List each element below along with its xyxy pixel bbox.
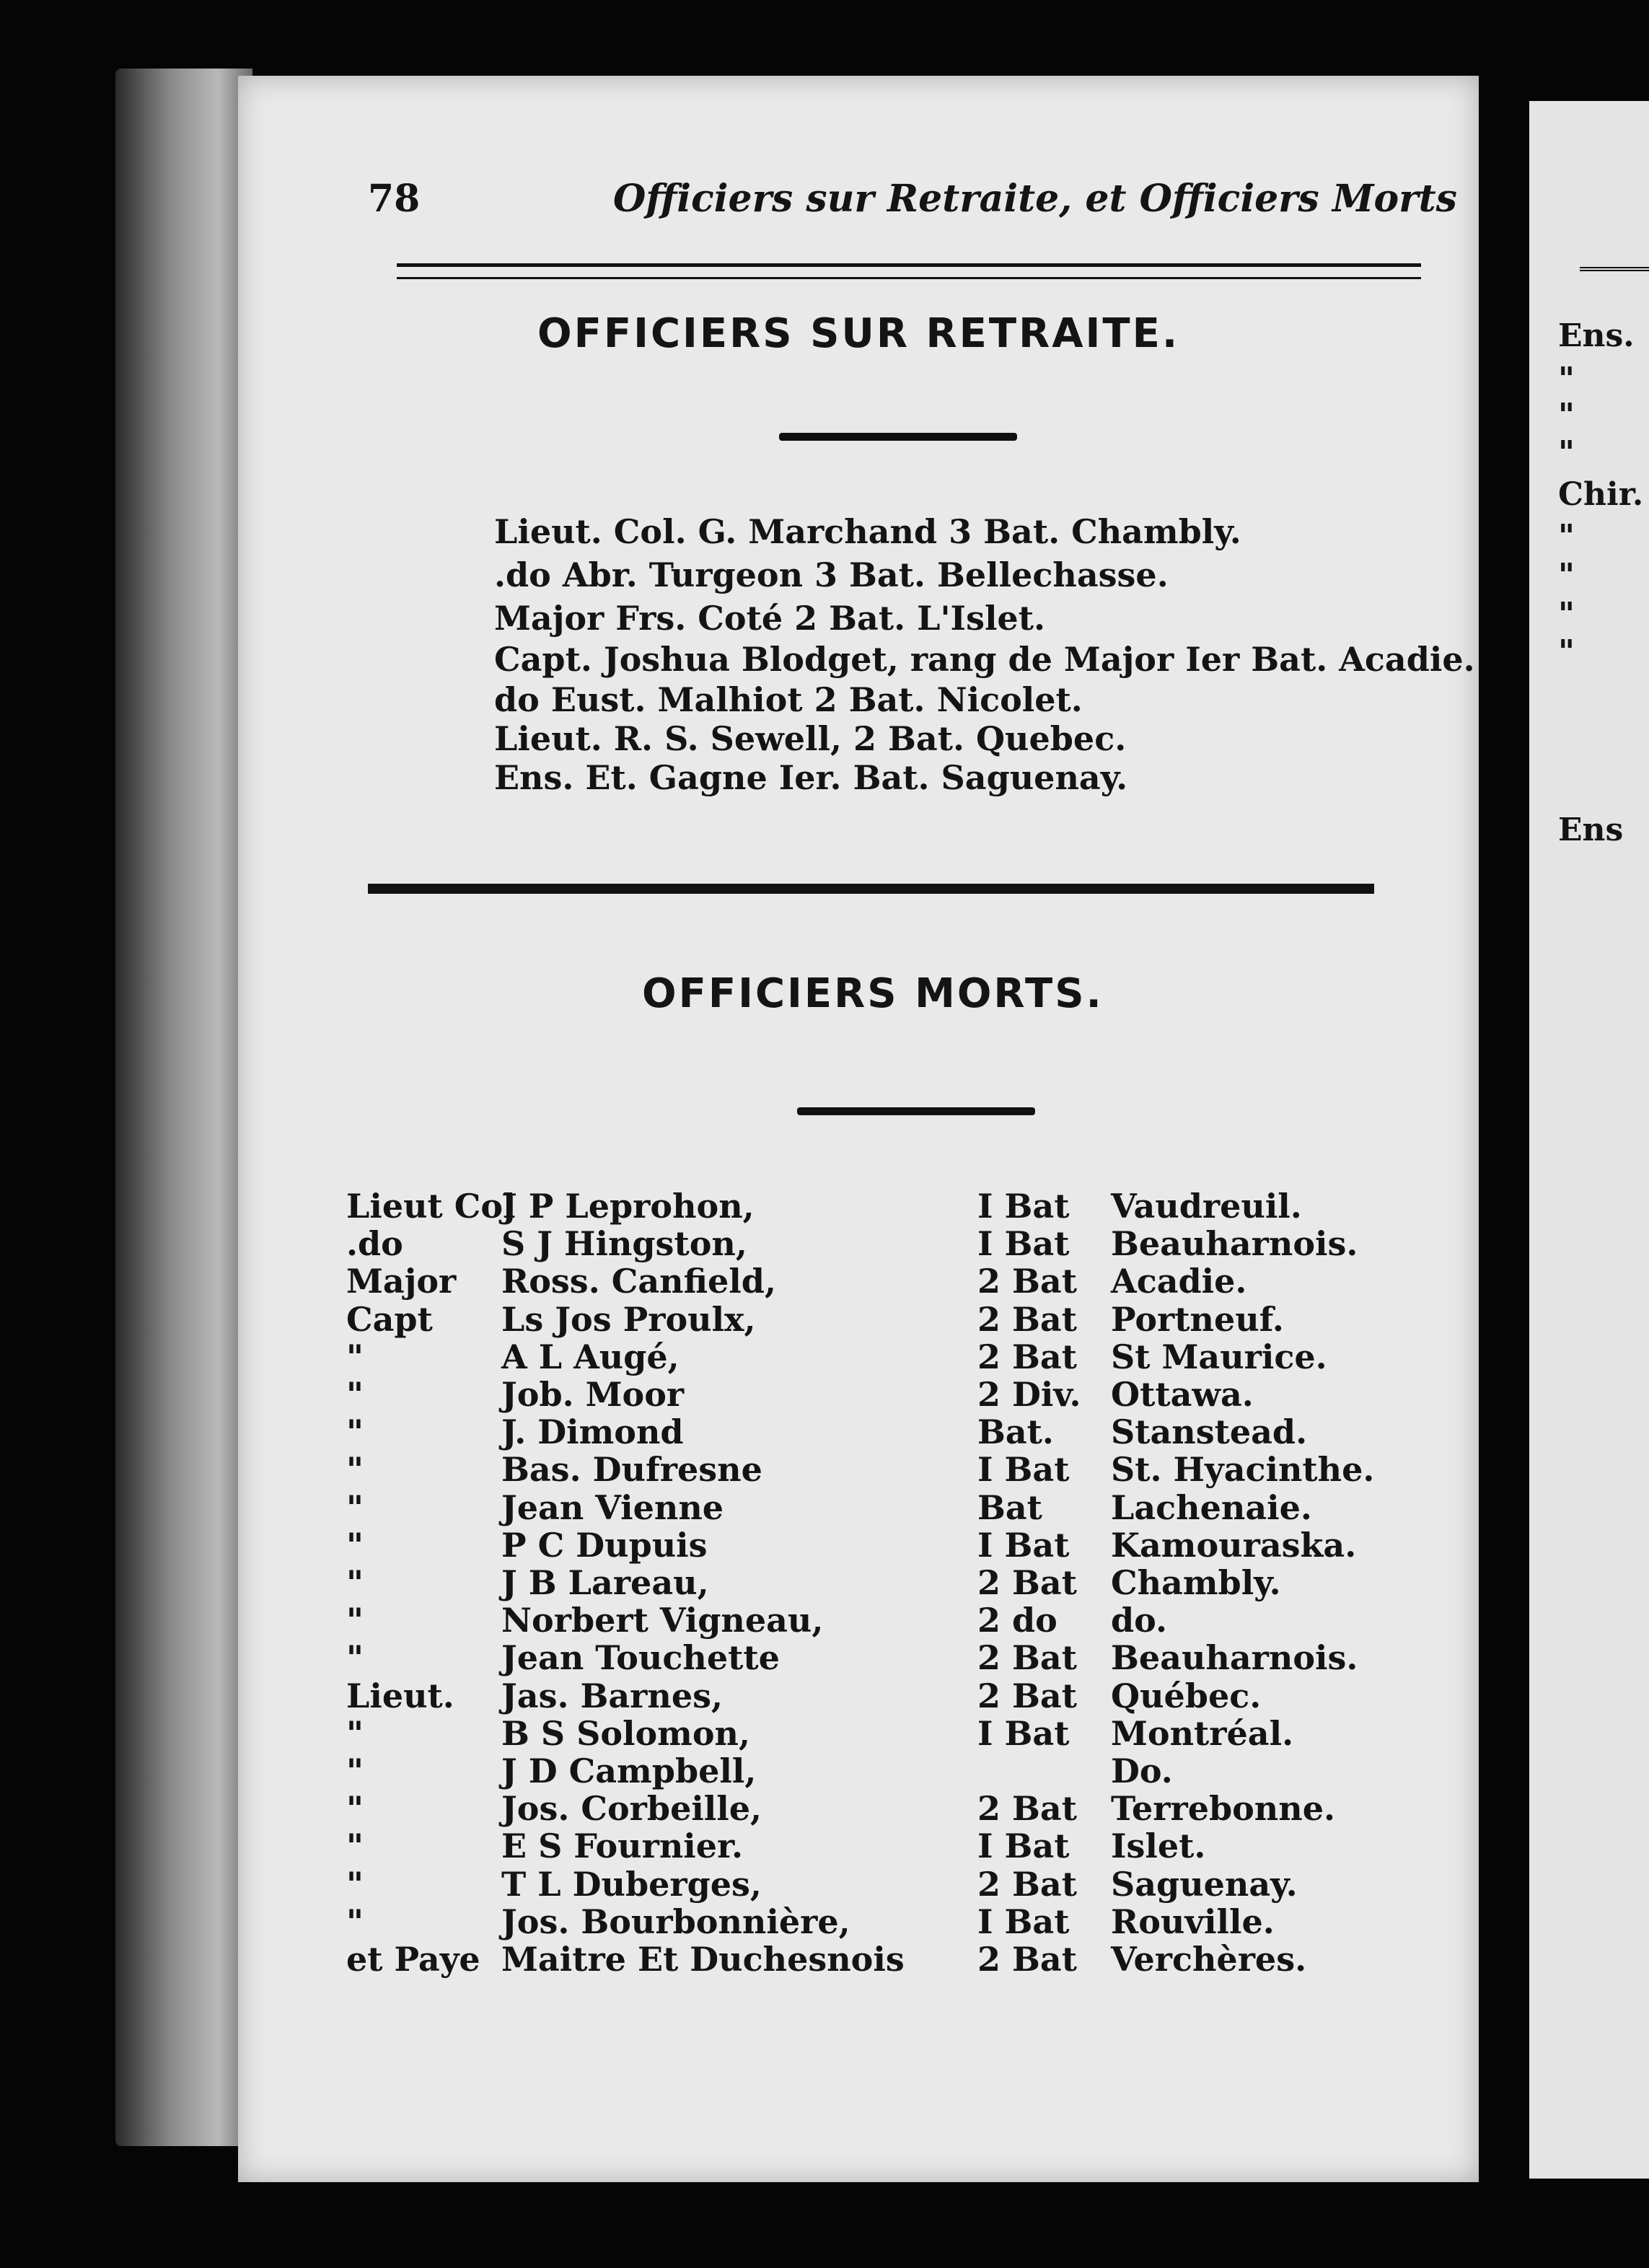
cell-place: Beauharnois.	[1111, 1638, 1358, 1677]
cell-rank: "	[346, 1412, 364, 1451]
cell-name: E S Fournier.	[501, 1827, 744, 1865]
cell-rank: "	[346, 1375, 364, 1414]
cell-place: Ottawa.	[1111, 1375, 1254, 1414]
cell-rank: "	[346, 1902, 364, 1941]
cell-unit: I Bat	[977, 1187, 1070, 1226]
book-page	[238, 76, 1479, 2182]
cell-rank: .do	[346, 1224, 403, 1263]
cell-unit: I Bat	[977, 1450, 1070, 1489]
cell-unit: 2 do	[977, 1601, 1057, 1640]
cell-unit: 2 Bat	[977, 1638, 1077, 1677]
adjacent-page-fragment: "	[1558, 397, 1575, 434]
cell-place: Terrebonne.	[1111, 1789, 1335, 1828]
cell-place: Do.	[1111, 1751, 1173, 1790]
cell-place: St. Hyacinthe.	[1111, 1450, 1375, 1489]
adjacent-page-fragment: "	[1558, 361, 1575, 397]
retired-entry: Lieut. Col. G. Marchand 3 Bat. Chambly.	[494, 512, 1241, 551]
running-head-title: Officiers sur Retraite, et Officiers Morts	[613, 177, 1457, 221]
cell-name: Ross. Canfield,	[501, 1262, 776, 1301]
cell-unit: I Bat	[977, 1827, 1070, 1865]
cell-rank: "	[346, 1488, 364, 1527]
cell-place: Beauharnois.	[1111, 1224, 1358, 1263]
cell-rank: "	[346, 1601, 364, 1640]
cell-unit: 2 Bat	[977, 1940, 1077, 1979]
cell-place: Islet.	[1111, 1827, 1206, 1865]
cell-rank: Capt	[346, 1300, 433, 1339]
cell-name: Jean Touchette	[501, 1638, 780, 1677]
cell-rank: "	[346, 1865, 364, 1904]
cell-unit: 2 Bat	[977, 1262, 1077, 1301]
adjacent-page-rule	[1580, 267, 1649, 271]
retired-entry: Lieut. R. S. Sewell, 2 Bat. Quebec.	[494, 719, 1127, 758]
cell-name: B S Solomon,	[501, 1714, 750, 1753]
header-rule	[397, 263, 1421, 279]
page-number: 78	[368, 177, 421, 221]
cell-rank: "	[346, 1714, 364, 1753]
cell-rank: "	[346, 1563, 364, 1602]
cell-name: J B Lareau,	[501, 1563, 709, 1602]
cell-place: Saguenay.	[1111, 1865, 1298, 1904]
adjacent-page-fragment: "	[1558, 434, 1575, 471]
cell-rank: Lieut Col	[346, 1187, 516, 1226]
cell-place: Acadie.	[1111, 1262, 1247, 1301]
cell-name: Jean Vienne	[501, 1488, 724, 1527]
cell-unit: 2 Bat	[977, 1789, 1077, 1828]
cell-name: J. Dimond	[501, 1412, 684, 1451]
retired-entry: Ens. Et. Gagne Ier. Bat. Saguenay.	[494, 758, 1128, 797]
cell-name: J P Leprohon,	[501, 1187, 755, 1226]
cell-place: Chambly.	[1111, 1563, 1281, 1602]
cell-rank: et Paye	[346, 1940, 480, 1979]
cell-unit: 2 Bat	[977, 1563, 1077, 1602]
cell-name: Norbert Vigneau,	[501, 1601, 824, 1640]
cell-place: Stanstead.	[1111, 1412, 1308, 1451]
adjacent-page-fragment: "	[1558, 596, 1575, 633]
cell-name: Jas. Barnes,	[501, 1676, 724, 1715]
cell-name: S J Hingston,	[501, 1224, 747, 1263]
deceased-section-title: OFFICIERS MORTS.	[642, 970, 1104, 1017]
cell-name: P C Dupuis	[501, 1526, 708, 1565]
cell-rank: Major	[346, 1262, 457, 1301]
cell-rank: "	[346, 1638, 364, 1677]
cell-unit: Bat	[977, 1488, 1042, 1527]
cell-unit: 2 Bat	[977, 1300, 1077, 1339]
adjacent-page-fragment: "	[1558, 518, 1575, 555]
adjacent-page-fragment: Ens.	[1558, 317, 1635, 354]
cell-place: Vaudreuil.	[1111, 1187, 1302, 1226]
adjacent-page-fragment: "	[1558, 633, 1575, 670]
cell-place: Québec.	[1111, 1676, 1262, 1715]
cell-unit: I Bat	[977, 1526, 1070, 1565]
cell-name: T L Duberges,	[501, 1865, 762, 1904]
cell-unit: 2 Bat	[977, 1676, 1077, 1715]
cell-unit: 2 Bat	[977, 1337, 1077, 1376]
adjacent-page	[1529, 101, 1649, 2179]
cell-rank: "	[346, 1827, 364, 1865]
retired-entry: Capt. Joshua Blodget, rang de Major Ier Bat. Acadie.	[494, 640, 1475, 679]
cell-place: Verchères.	[1111, 1940, 1307, 1979]
cell-unit: 2 Bat	[977, 1865, 1077, 1904]
cell-unit: I Bat	[977, 1902, 1070, 1941]
cell-name: Ls Jos Proulx,	[501, 1300, 756, 1339]
cell-place: St Maurice.	[1111, 1337, 1327, 1376]
cell-rank: "	[346, 1526, 364, 1565]
cell-name: Maitre Et Duchesnois	[501, 1940, 905, 1979]
section-divider-rule	[368, 884, 1374, 894]
cell-name: J D Campbell,	[501, 1751, 757, 1790]
adjacent-page-fragment: Ens	[1558, 812, 1624, 848]
retired-entry: .do Abr. Turgeon 3 Bat. Bellechasse.	[494, 555, 1169, 594]
cell-place: do.	[1111, 1601, 1168, 1640]
cell-unit: Bat.	[977, 1412, 1054, 1451]
adjacent-page-fragment: Chir.	[1558, 476, 1644, 513]
cell-unit: I Bat	[977, 1224, 1070, 1263]
cell-rank: Lieut.	[346, 1676, 454, 1715]
cell-place: Kamouraska.	[1111, 1526, 1357, 1565]
retired-entry: do Eust. Malhiot 2 Bat. Nicolet.	[494, 680, 1083, 719]
deceased-title-rule	[797, 1107, 1035, 1115]
cell-name: Jos. Corbeille,	[501, 1789, 762, 1828]
cell-unit: 2 Div.	[977, 1375, 1081, 1414]
cell-place: Portneuf.	[1111, 1300, 1284, 1339]
retired-section-title: OFFICIERS SUR RETRAITE.	[537, 310, 1180, 357]
cell-rank: "	[346, 1337, 364, 1376]
adjacent-page-fragment: "	[1558, 557, 1575, 594]
cell-unit: I Bat	[977, 1714, 1070, 1753]
cell-place: Montréal.	[1111, 1714, 1294, 1753]
cell-rank: "	[346, 1789, 364, 1828]
retired-title-rule	[779, 433, 1017, 441]
book-spine	[115, 69, 252, 2146]
cell-name: Job. Moor	[501, 1375, 685, 1414]
cell-place: Rouville.	[1111, 1902, 1275, 1941]
cell-name: Bas. Dufresne	[501, 1450, 762, 1489]
retired-entry: Major Frs. Coté 2 Bat. L'Islet.	[494, 599, 1045, 638]
cell-rank: "	[346, 1751, 364, 1790]
cell-name: Jos. Bourbonnière,	[501, 1902, 850, 1941]
cell-rank: "	[346, 1450, 364, 1489]
cell-name: A L Augé,	[501, 1337, 680, 1376]
cell-place: Lachenaie.	[1111, 1488, 1312, 1527]
